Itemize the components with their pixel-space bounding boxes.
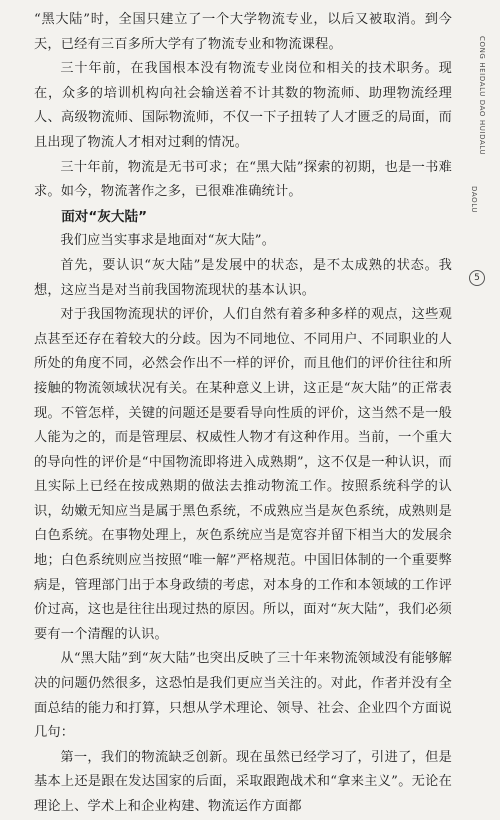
page-number: 5 (469, 270, 485, 286)
chapter-label: DAOLU (470, 186, 478, 214)
paragraph-1: “黑大陆”时，全国只建立了一个大学物流专业，以后又被取消。到今天，已经有三百多所大学有了物流专业和物流课程。 (34, 12, 452, 52)
paragraph-6: 对于我国物流现状的评价，人们自然有着多种多样的观点，这些观点甚至还存在着较大的分歧。因为不同地位、不同用户、不同职业的人所处的角度不同，必然会作出不一样的评价，而且他们的评价往往和所接触的物流领域状况有关。在某种意义上讲，这正是“灰大陆”的正常表现。不管怎样，关键的问题还是要看导向性质的评价，这当然不是一般人能为之的，而是管理层、权威性人物才有这种作用。当前，一个重大的导向性的评价是“中国物流即将进入成熟期”，这不仅是一种认识，而且实际上已经在按成熟期的做法去推动物流工作。按照系统科学的认识，幼嫩无知应当是属于黑色系统，不成熟应当是灰色系统，成熟则是白色系统。在事物处理上，灰色系统应当是宽容并留下相当大的发展余地；白色系统则应当按照“唯一解”严格规范。中国旧体制的一个重要弊病是，管理部门出于本身政绩的考虑，对本身的工作和本领域的工作评价过高，这也是往往出现过热的原因。所以，面对“灰大陆”，我们必须要有一个清醒的认识。 (34, 307, 452, 642)
paragraph-8: 第一，我们的物流缺乏创新。现在虽然已经学习了，引进了，但是基本上还是跟在发达国家的后面，采取跟跑战术和“拿来主义”。无论在理论上、学术上和企业构建、物流运作方面都 (34, 749, 452, 814)
paragraph-3: 三十年前，物流是无书可求；在“黑大陆”探索的初期，也是一书难求。如今，物流著作之多，已很难准确统计。 (34, 159, 452, 200)
body-text (34, 8, 452, 820)
paragraph-5: 首先，要认识“灰大陆”是发展中的状态，是不太成熟的状态。我想，这应当是对当前我国物流现状的基本认识。 (34, 257, 452, 298)
paragraph-7: 从“黑大陆”到“灰大陆”也突出反映了三十年来物流领域没有能够解决的问题仍然很多，这恐怕是我们更应当关注的。对此，作者并没有全面总结的能力和打算，只想从学术理论、领导、社会、企业四个方面说几句： (34, 651, 452, 741)
paragraph-4: 我们应当实事求是地面对“灰大陆”。 (60, 233, 276, 249)
section-heading: 面对“灰大陆” (61, 208, 148, 225)
running-header: CONG HEIDALU DAO HUIDALU (478, 36, 486, 156)
paragraph-2: 三十年前，在我国根本没有物流专业岗位和相关的技术职务。现在，众多的培训机构向社会输送着不计其数的物流师、助理物流经理人、高级物流师、国际物流师，不仅一下子扭转了人才匮乏的局面，而且出现了物流人才相对过剩的情况。 (34, 61, 452, 150)
